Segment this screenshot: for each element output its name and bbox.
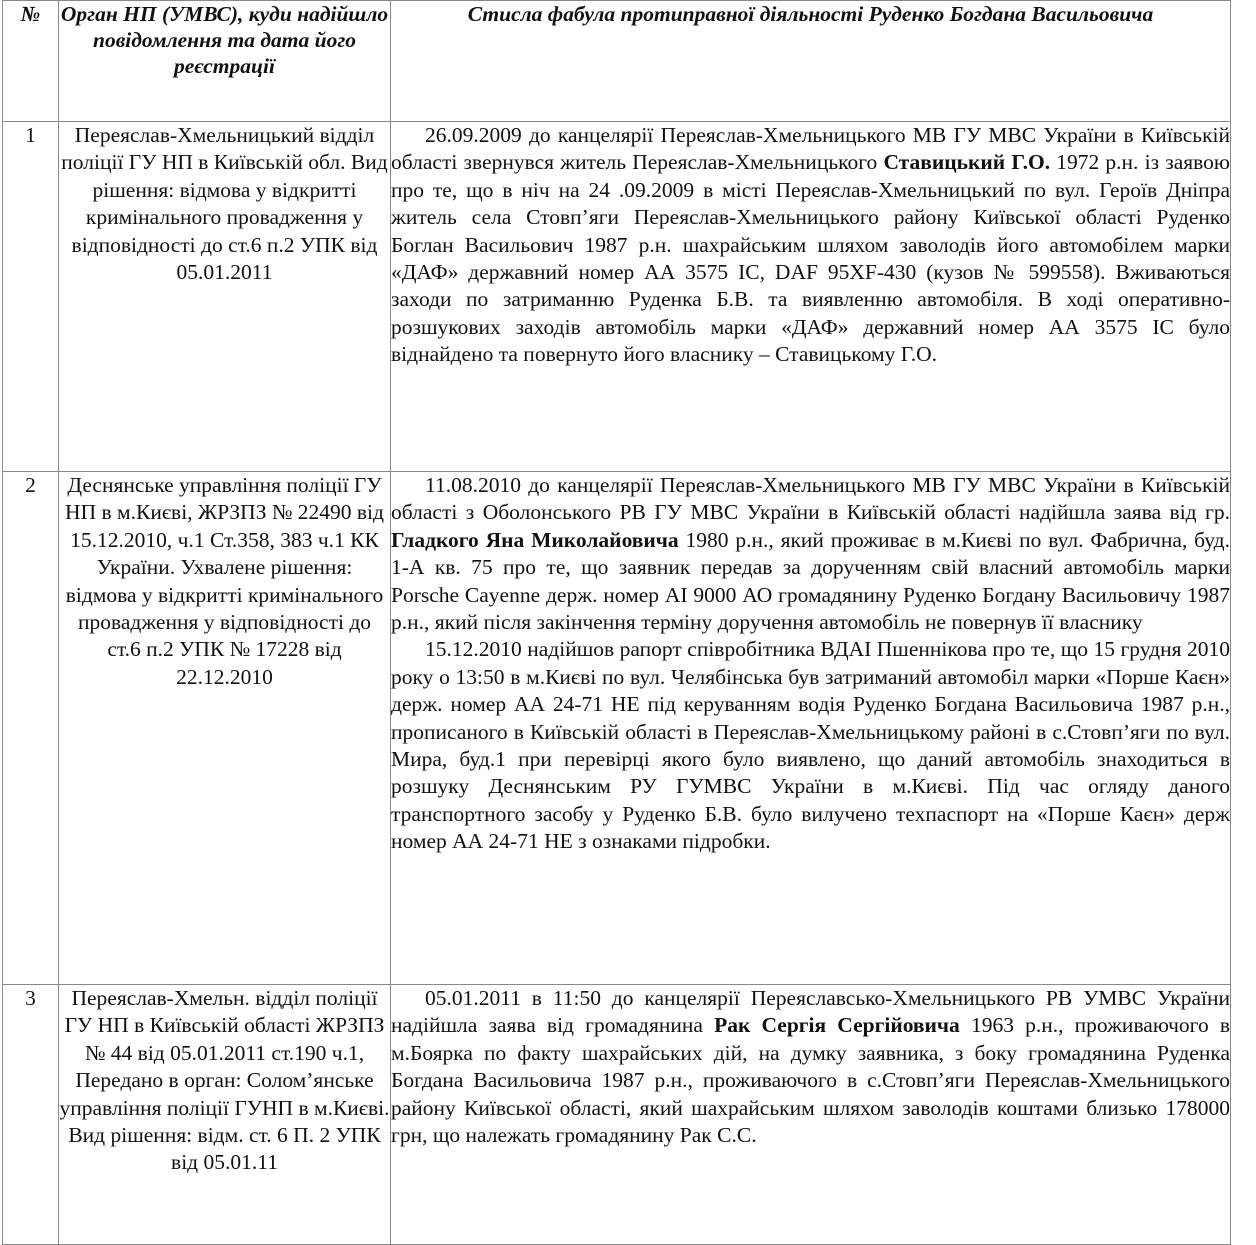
header-number: №	[3, 1, 59, 122]
plot-person-name: Гладкого Яна Миколайовича	[391, 527, 679, 552]
plot-paragraph: 15.12.2010 надійшов рапорт співробітника ВДАІ Пшеннікова про те, що 15 грудня 2010 року о 13:50 в м.Києві по вул. Челябінська був затриманий автомобіл марки «Порше Каєн» держ. номер АА 24-71 НЕ під керуванням водія Руденко Богдана Васильовича 1987 р.н., прописаного в Київській області в Переяслав-Хмельницькому районі в с.Стовп’яги по вул. Мира, буд.1 при перевірці якого було виявлено, що даний автомобіль знаходиться в розшуку Деснянським РУ ГУМВС України в м.Києві. Під час огляду даного транспортного засобу у Руденко Б.В. було вилучено техпаспорт на «Порше Каєн» держ номер АА 24-71 НЕ з ознаками підробки.	[391, 637, 1230, 854]
plot-person-name: Рак Сергія Сергійовича	[714, 1013, 960, 1038]
plot-text: 26.09.2009 до канцелярії Переяслав-Хмельницького МВ ГУ МВС України в Київській області звернувся житель Переяслав-Хмельницького	[391, 123, 1230, 175]
plot-paragraph	[391, 472, 1230, 636]
plot-paragraph	[391, 985, 1230, 1149]
plot-text: 11.08.2010 до канцелярії Переяслав-Хмельницького МВ ГУ МВС України в Київській області з Оболонського РВ ГУ МВС України в Київській області надійшла заява від гр.	[391, 473, 1230, 525]
table-header-row	[3, 1, 1231, 122]
row-plot	[391, 122, 1231, 472]
plot-text: 1972 р.н. із заявою про те, що в ніч на 24 .09.2009 в місті Переяслав-Хмельницький по вул. Героїв Дніпра житель села Стовп’яги Переяслав-Хмельницького району Київської області Руденко Боглан Васильович 1987 р.н. шахрайським шляхом заволодів його автомобілем марки «ДАФ» державний номер АА 3575 ІС, DAF 95XF-430 (кузов № 599558). Вживаються заходи по затриманню Руденка Б.В. та виявленню автомобіля. В ході оперативно-розшукових заходів автомобіль марки «ДАФ» державний номер АА 3575 ІС було віднайдено та повернуто його власнику – Ставицькому Г.О.	[391, 150, 1230, 367]
row-organ: Переяслав-Хмельн. відділ поліції ГУ НП в Київській області ЖРЗПЗ № 44 від 05.01.2011 ст.190 ч.1, Передано в орган: Солом’янське управління поліції ГУНП в м.Києві. Вид рішення: відм. ст. 6 П. 2 УПК від 05.01.11	[59, 985, 391, 1245]
row-plot	[391, 472, 1231, 985]
header-organ: Орган НП (УМВС), куди надійшло повідомлення та дата його реєстрації	[59, 1, 391, 122]
plot-text: 05.01.2011 в 11:50 до канцелярії Переяславсько-Хмельницького РВ УМВС України надійшла заява від громадянина	[391, 986, 1230, 1038]
plot-person-name: Ставицький Г.О.	[883, 150, 1051, 175]
row-plot	[391, 985, 1231, 1245]
header-plot: Стисла фабула протиправної діяльності Руденко Богдана Васильовича	[391, 1, 1231, 122]
plot-text: 1980 р.н., який проживає в м.Києві по вул. Фабрична, буд. 1-А кв. 75 про те, що заявник передав за дорученням свій власний автомобіль марки Porsche Cayenne держ. номер АІ 9000 АО громадянину Руденко Богдану Васильовичу 1987 р.н., який після закінчення терміну доручення автомобіль не повернув її власнику	[391, 527, 1230, 635]
plot-paragraph	[391, 122, 1230, 369]
row-number: 3	[3, 985, 59, 1245]
table-row	[3, 472, 1231, 985]
table-row	[3, 985, 1231, 1245]
plot-text: 1963 р.н., проживаючого в м.Боярка по факту шахрайських дій, на думку заявника, з боку громадянина Руденка Богдана Васильовича 1987 р.н., проживаючого в с.Стовп’яги Переяслав-Хмельницького району Київської області, який шахрайським шляхом заволодів коштами близько 178000 грн, що належать громадянину Рак С.С.	[391, 1013, 1230, 1148]
row-organ: Переяслав-Хмельницький відділ поліції ГУ НП в Київській обл. Вид рішення: відмова у відкритті кримінального провадження у відповідності до ст.6 п.2 УПК від 05.01.2011	[59, 122, 391, 472]
records-table	[2, 0, 1231, 1245]
row-organ: Деснянське управління поліції ГУ НП в м.Києві, ЖРЗПЗ № 22490 від 15.12.2010, ч.1 Ст.358, 383 ч.1 КК України. Ухвалене рішення: відмова у відкритті кримінального провадження у відповідності до ст.6 п.2 УПК № 17228 від 22.12.2010	[59, 472, 391, 985]
row-number: 2	[3, 472, 59, 985]
table-row	[3, 122, 1231, 472]
row-number: 1	[3, 122, 59, 472]
